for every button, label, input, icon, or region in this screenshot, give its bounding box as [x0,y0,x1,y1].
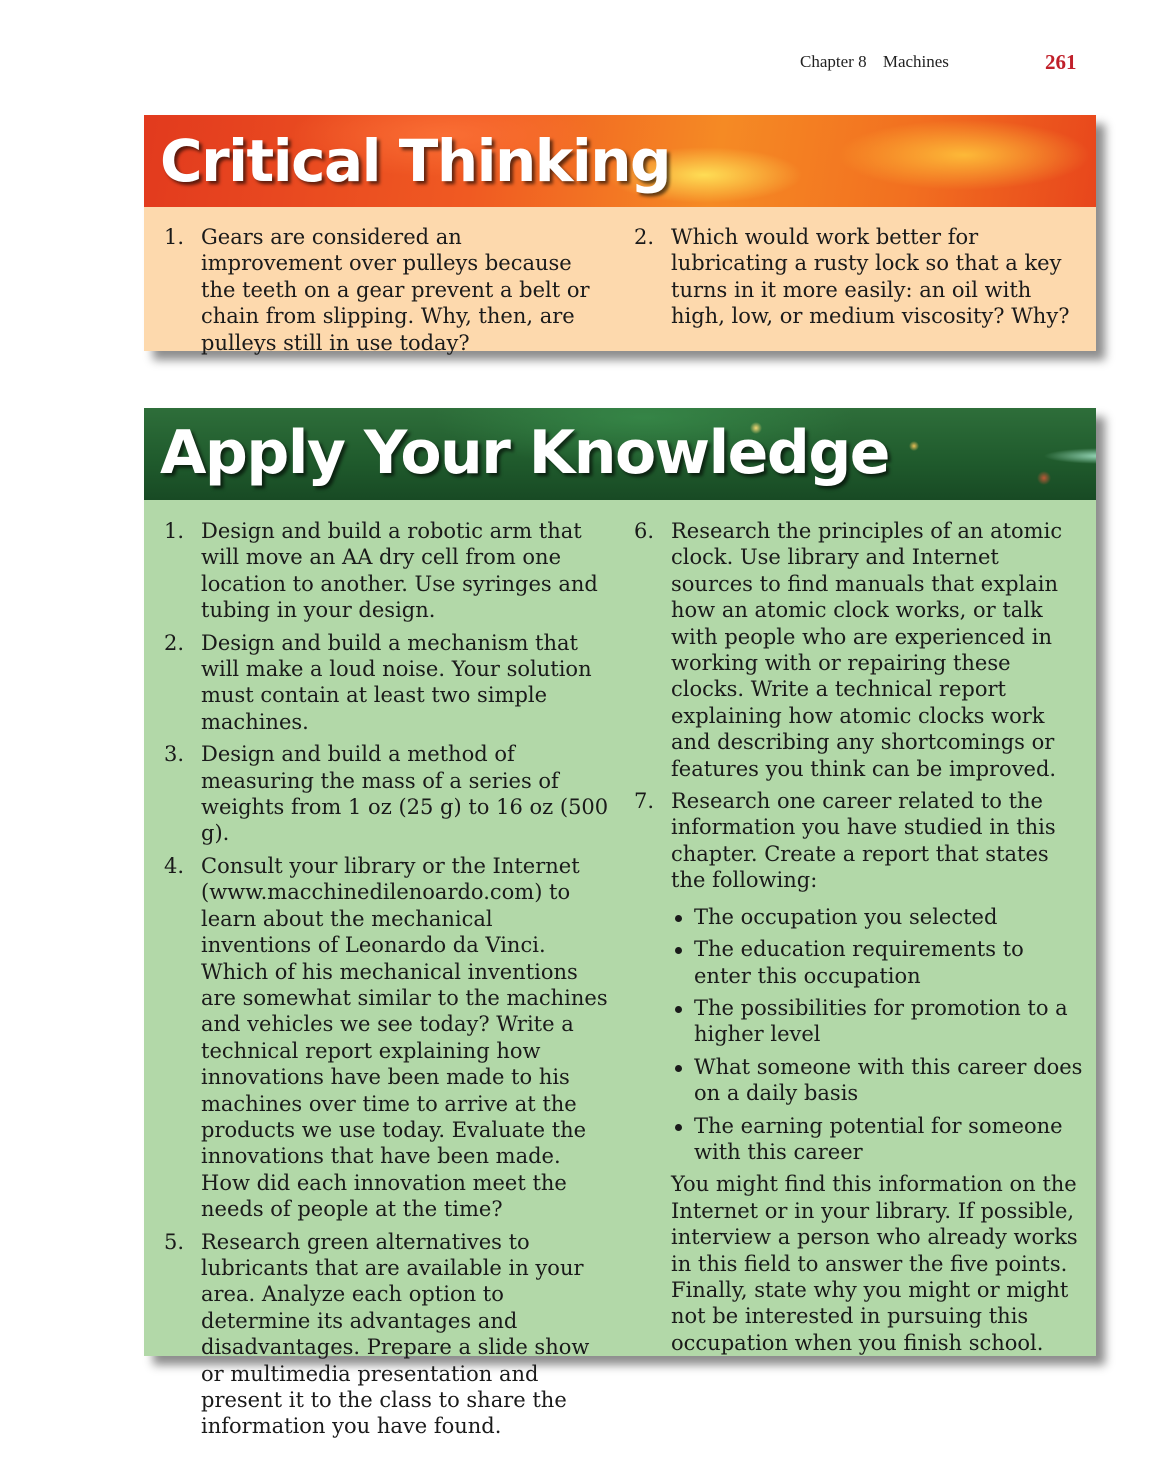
bullet-item: What someone with this career does on a daily basis [671,1054,1084,1107]
apply-knowledge-heading: Apply Your Knowledge [160,418,889,488]
apply-knowledge-banner [144,408,1096,500]
item-text: Research one career related to the information you have studied in this chapter. Create a report that states the following: [671,789,1056,893]
item-text: Research the principles of an atomic clock. Use library and Internet sources to find manuals that explain how an atomic clock works, or talk with people who are experienced in working with or repairing these clocks. Write a technical report explaining how atomic clocks work and describing any shortcomings or features you think can be improved. [671,519,1063,781]
chapter-label: Chapter 8 [800,52,867,71]
critical-thinking-panel [144,115,1096,355]
item-number: 4. [164,853,185,878]
apply-knowledge-right-column [634,518,1084,1362]
item-closing-text: You might find this information on the Internet or in your library. If possible, interview a person who already works in this field to answer the five points. Finally, state why you might or might not be interested in pursuing this occupation when you finish school. [671,1172,1078,1355]
running-head [800,52,949,72]
item-number: 5. [164,1229,185,1254]
career-bullet-list [671,904,1084,1166]
apply-item-7 [634,788,1084,1356]
apply-knowledge-left-column [164,518,609,1446]
item-text: Consult your library or the Internet (www.macchinedilenoardo.com) to learn about the mechanical inventions of Leonardo da Vinci. Which of his mechanical inventions are somewhat similar to the machines and vehicles we see today? Write a technical report explaining how innovations have been made to his machines over time to arrive at the products we use today. Evaluate the innovations that have been made. How did each innovation meet the needs of people at the time? [201,853,608,1222]
chapter-title: Machines [882,52,949,71]
item-text: Research green alternatives to lubricants that are available in your area. Analyze each option to determine its advantages and disadvantages. Prepare a slide show or multimedia presentation and present it to the class to share the information you have found. [201,1229,590,1439]
item-text: Design and build a mechanism that will make a loud noise. Your solution must contain at least two simple machines. [201,630,592,734]
apply-item-5 [164,1229,609,1440]
apply-item-2 [164,630,609,736]
bullet-item: The education requirements to enter this occupation [671,936,1084,989]
item-text: Design and build a robotic arm that will move an AA dry cell from one location to another. Use syringes and tubing in your design. [201,519,598,623]
bullet-item: The occupation you selected [671,904,1084,930]
item-number: 2. [634,225,655,249]
item-number: 7. [634,789,655,814]
critical-thinking-left-column [164,224,609,362]
item-number: 1. [164,225,185,249]
item-number: 6. [634,519,655,543]
apply-knowledge-panel [144,408,1096,1439]
apply-item-4 [164,853,609,1223]
apply-item-6 [634,518,1084,782]
critical-thinking-item-1 [164,224,609,356]
bullet-item: The possibilities for promotion to a higher level [671,995,1084,1048]
critical-thinking-banner [144,115,1096,207]
critical-thinking-heading: Critical Thinking [160,127,671,195]
item-text: Design and build a method of measuring the mass of a series of weights from 1 oz (25 g) to 16 oz (500 g). [201,742,609,846]
page-number: 261 [1045,50,1077,74]
item-number: 2. [164,630,185,655]
critical-thinking-item-2 [634,224,1084,330]
item-text: Gears are considered an improvement over pulleys because the teeth on a gear prevent a belt or chain from slipping. Why, then, are pulleys still in use today? [201,225,590,355]
bullet-item: The earning potential for someone with this career [671,1113,1084,1166]
item-number: 3. [164,742,185,767]
item-text: Which would work better for lubricating a rusty lock so that a key turns in it more easily: an oil with high, low, or medium viscosity? Why? [671,225,1070,329]
apply-item-1 [164,518,609,624]
critical-thinking-right-column [634,224,1084,336]
item-number: 1. [164,519,185,543]
apply-item-3 [164,741,609,847]
